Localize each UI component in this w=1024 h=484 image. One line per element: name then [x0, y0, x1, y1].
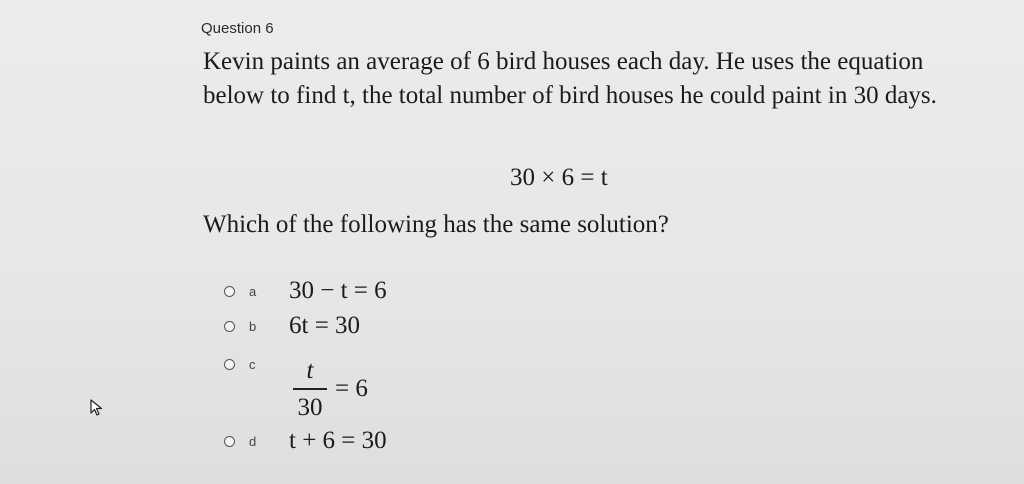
option-d[interactable]: [224, 427, 387, 455]
radio-button-b[interactable]: [224, 321, 235, 332]
option-a-letter: a: [249, 283, 257, 299]
option-b-math: 6t = 30: [289, 312, 361, 339]
option-c[interactable]: [224, 357, 289, 372]
question-prompt: Which of the following has the same solution?: [203, 211, 669, 238]
option-a[interactable]: [224, 277, 387, 305]
radio-button-c[interactable]: [224, 359, 235, 370]
option-d-math: t + 6 = 30: [289, 427, 387, 454]
radio-button-d[interactable]: [224, 436, 235, 447]
option-c-rest: = 6: [335, 375, 368, 403]
arrow-pointer-icon: [90, 399, 104, 417]
fraction-bar: [293, 388, 327, 390]
option-c-numerator: t: [306, 357, 314, 384]
option-c-letter: c: [249, 357, 256, 372]
equation: 30 × 6 = t: [510, 164, 608, 191]
option-b-letter: b: [249, 318, 257, 334]
option-d-letter: d: [249, 433, 257, 449]
question-text: Kevin paints an average of 6 bird houses each day. He uses the equation below to find t, the total number of bird houses he could paint in 30 days.: [203, 48, 937, 109]
option-c-denominator: 30: [297, 393, 323, 421]
option-c-fraction: [293, 358, 327, 421]
option-c-math: [293, 358, 368, 421]
radio-button-a[interactable]: [224, 286, 235, 297]
option-a-math: 30 − t = 6: [289, 277, 387, 304]
option-b[interactable]: [224, 312, 360, 340]
question-label: Question 6: [201, 20, 274, 37]
